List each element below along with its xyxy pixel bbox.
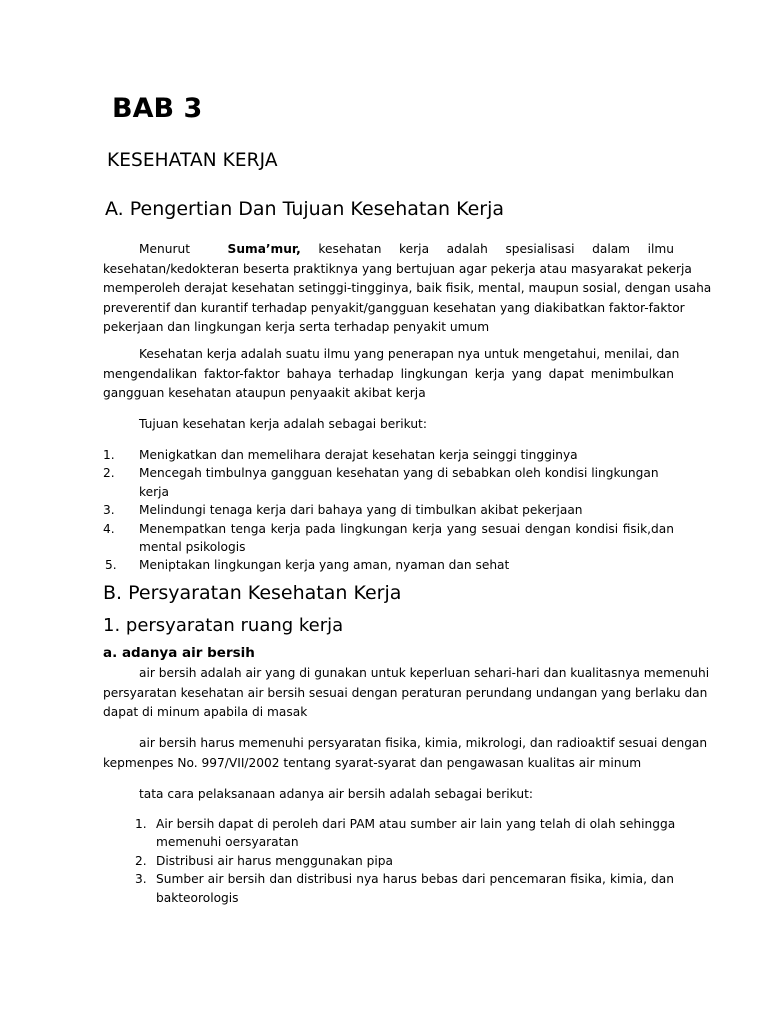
- list-number: 1.: [103, 448, 115, 462]
- paragraph-line: preverentif dan kurantif terhadap penyakit/gangguan kesehatan yang diakibatkan faktor-faktor: [103, 300, 685, 315]
- paragraph-line: air bersih harus memenuhi persyaratan fisika, kimia, mikrologi, dan radioaktif sesuai dengan: [139, 736, 708, 750]
- word: dalam: [592, 242, 631, 256]
- list-item: [135, 870, 674, 907]
- list-item: [135, 815, 674, 852]
- section-a-paragraph-3: Tujuan kesehatan kerja adalah sebagai berikut:: [139, 417, 427, 431]
- word: kesehatan: [318, 242, 382, 256]
- list-item: [103, 446, 674, 464]
- section-a-paragraph-2: [103, 345, 680, 404]
- paragraph-line: persyaratan kesehatan air bersih sesuai dengan peraturan perundang undangan yang berlaku dan: [103, 685, 708, 700]
- procedure-list: [135, 815, 674, 907]
- paragraph-first-line: [103, 240, 674, 260]
- list-number: 3.: [103, 503, 115, 518]
- paragraph-line: kepmenpes No. 997/VII/2002 tentang syarat-syarat dan pengawasan kualitas air minum: [103, 755, 642, 770]
- word: Menurut: [139, 242, 190, 256]
- list-number: 2.: [135, 853, 147, 868]
- list-item: [103, 520, 674, 557]
- author-name: Suma’mur,: [227, 242, 301, 256]
- list-text: Air bersih dapat di peroleh dari PAM atau sumber air lain yang telah di olah sehingga: [156, 817, 676, 831]
- list-text: Menigkatkan dan memelihara derajat kesehatan kerja seinggi tingginya: [139, 448, 578, 462]
- section-a-paragraph-1: [103, 240, 712, 338]
- section-b-paragraph-2: [103, 734, 708, 773]
- paragraph-line: Kesehatan kerja adalah suatu ilmu yang penerapan nya untuk mengetahui, menilai, dan: [139, 347, 680, 361]
- list-number: 4.: [103, 521, 115, 536]
- list-item: [103, 556, 674, 574]
- paragraph-line: air bersih adalah air yang di gunakan untuk keperluan sehari-hari dan kualitasnya memenuhi: [139, 666, 710, 680]
- word: ilmu: [647, 242, 674, 256]
- list-text: Melindungi tenaga kerja dari bahaya yang di timbulkan akibat pekerjaan: [139, 503, 583, 518]
- paragraph-line: gangguan kesehatan ataupun penyaakit akibat kerja: [103, 386, 426, 401]
- chapter-heading: BAB 3: [112, 93, 203, 124]
- list-text: Menempatkan tenga kerja pada lingkungan kerja yang sesuai dengan kondisi fisik,dan: [139, 521, 674, 536]
- list-number: 5.: [105, 558, 117, 573]
- word: spesialisasi: [505, 242, 575, 256]
- section-b-paragraph-3: tata cara pelaksanaan adanya air bersih adalah sebagai berikut:: [139, 787, 533, 801]
- section-b-sub-subtitle: a. adanya air bersih: [103, 645, 255, 661]
- list-item: [103, 464, 674, 501]
- section-b-title: B. Persyaratan Kesehatan Kerja: [103, 582, 402, 604]
- paragraph-line: dapat di minum apabila di masak: [103, 705, 308, 720]
- paragraph-line: memperoleh derajat kesehatan setinggi-tingginya, baik fisik, mental, maupun sosial, dengan usaha: [103, 281, 712, 296]
- paragraph-line: mengendalikan faktor-faktor bahaya terhadap lingkungan kerja yang dapat menimbulkan: [103, 366, 674, 381]
- list-text: Meniptakan lingkungan kerja yang aman, nyaman dan sehat: [139, 558, 510, 573]
- objectives-list: [103, 446, 674, 575]
- chapter-title: KESEHATAN KERJA: [107, 150, 278, 171]
- word: adalah: [446, 242, 488, 256]
- section-b-paragraph-1: [103, 664, 710, 723]
- list-number: 1.: [135, 817, 147, 831]
- list-text: bakteorologis: [156, 890, 239, 905]
- paragraph-line: pekerjaan dan lingkungan kerja serta terhadap penyakit umum: [103, 320, 490, 335]
- word: kerja: [399, 242, 430, 256]
- section-a-title: A. Pengertian Dan Tujuan Kesehatan Kerja: [105, 198, 505, 220]
- paragraph-line: kesehatan/kedokteran beserta praktiknya yang bertujuan agar pekerja atau masyarakat pekerja: [103, 261, 692, 276]
- list-text: Distribusi air harus menggunakan pipa: [156, 853, 393, 868]
- list-text: mental psikologis: [139, 540, 246, 555]
- list-text: Sumber air bersih dan distribusi nya harus bebas dari pencemaran fisika, kimia, dan: [156, 872, 674, 887]
- list-text: memenuhi oersyaratan: [156, 835, 299, 850]
- list-number: 3.: [135, 872, 147, 887]
- list-number: 2.: [103, 466, 115, 481]
- list-item: [103, 501, 674, 519]
- section-b-subtitle: 1. persyaratan ruang kerja: [103, 615, 344, 636]
- list-item: [135, 852, 674, 870]
- list-text: Mencegah timbulnya gangguan kesehatan yang di sebabkan oleh kondisi lingkungan kerja: [139, 466, 659, 499]
